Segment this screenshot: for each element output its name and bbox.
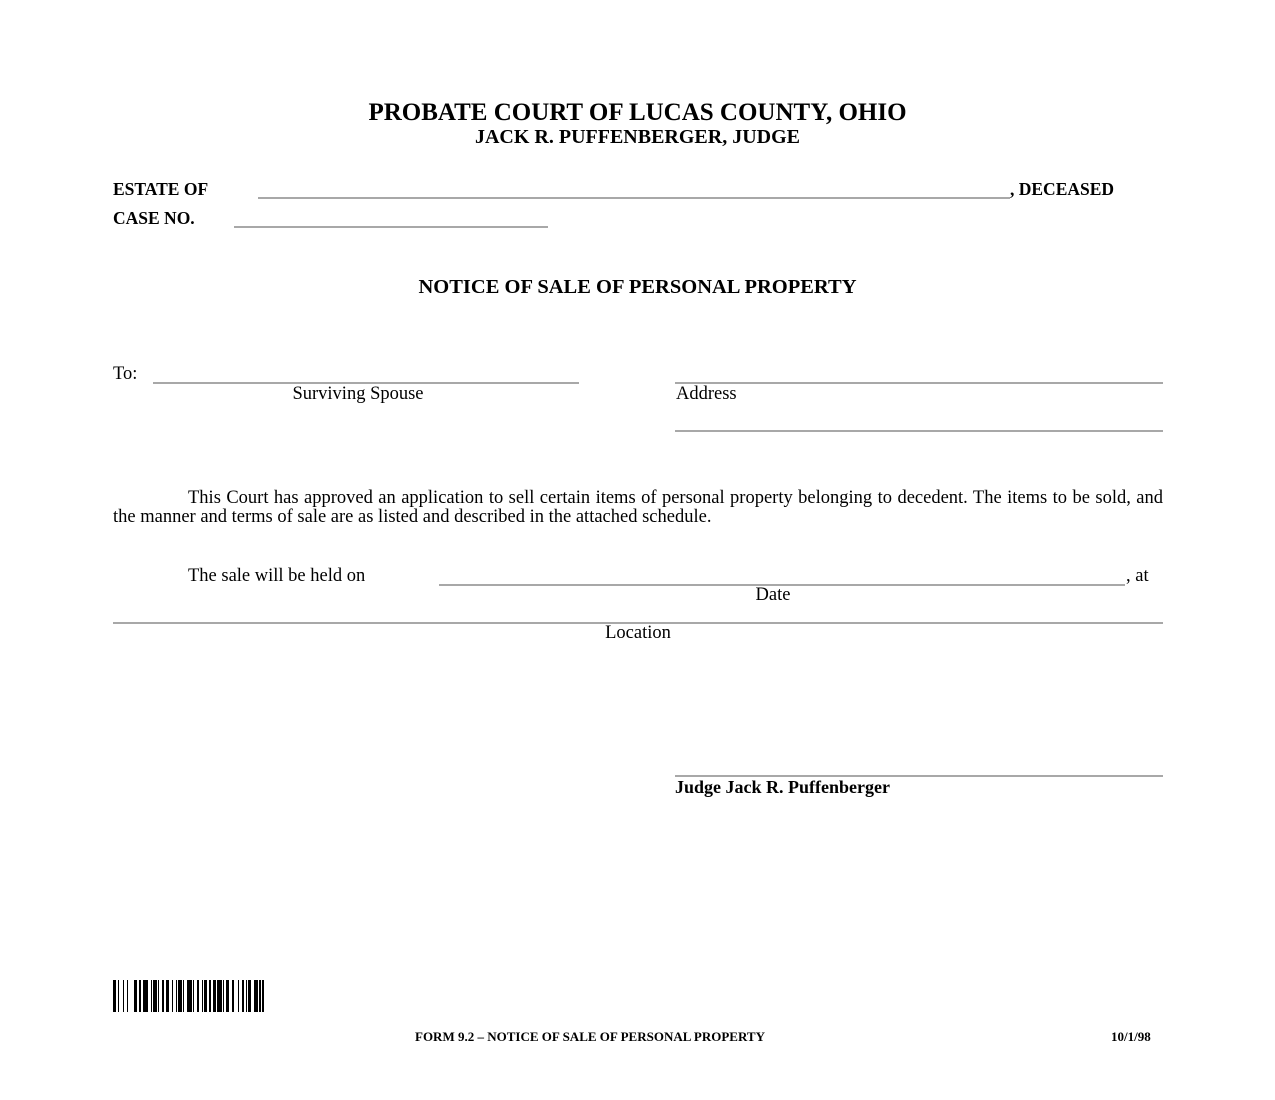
estate-of-field[interactable] xyxy=(258,197,1010,199)
address-field-2[interactable] xyxy=(675,430,1163,432)
case-no-field[interactable] xyxy=(234,226,548,228)
date-caption: Date xyxy=(755,585,791,605)
revision-date: 10/1/98 xyxy=(1111,1029,1151,1044)
judge-subtitle: JACK R. PUFFENBERGER, JUDGE xyxy=(474,126,800,148)
court-title: PROBATE COURT OF LUCAS COUNTY, OHIO xyxy=(368,99,907,126)
sale-suffix: , at xyxy=(1126,566,1149,586)
barcode xyxy=(113,980,266,1012)
surviving-spouse-caption: Surviving Spouse xyxy=(292,384,424,404)
sale-prefix: The sale will be held on xyxy=(188,566,366,586)
judge-signature-name: Judge Jack R. Puffenberger xyxy=(675,777,890,797)
deceased-label: , DECEASED xyxy=(1010,179,1115,199)
case-no-label: CASE NO. xyxy=(113,208,195,228)
address-field-1[interactable] xyxy=(675,382,1163,384)
form-title-footer: FORM 9.2 – NOTICE OF SALE OF PERSONAL PROPERTY xyxy=(415,1029,765,1044)
estate-of-label: ESTATE OF xyxy=(113,179,209,199)
body-paragraph: This Court has approved an application to sell certain items of personal property belonging to decedent. The items to be sold, and the manner and terms of sale are as listed and described in the attached schedule. xyxy=(113,488,1163,527)
document-title: NOTICE OF SALE OF PERSONAL PROPERTY xyxy=(418,276,857,298)
location-caption: Location xyxy=(605,623,671,643)
barcode-gap xyxy=(264,980,265,1012)
to-label: To: xyxy=(113,364,138,384)
address-caption: Address xyxy=(676,384,737,404)
